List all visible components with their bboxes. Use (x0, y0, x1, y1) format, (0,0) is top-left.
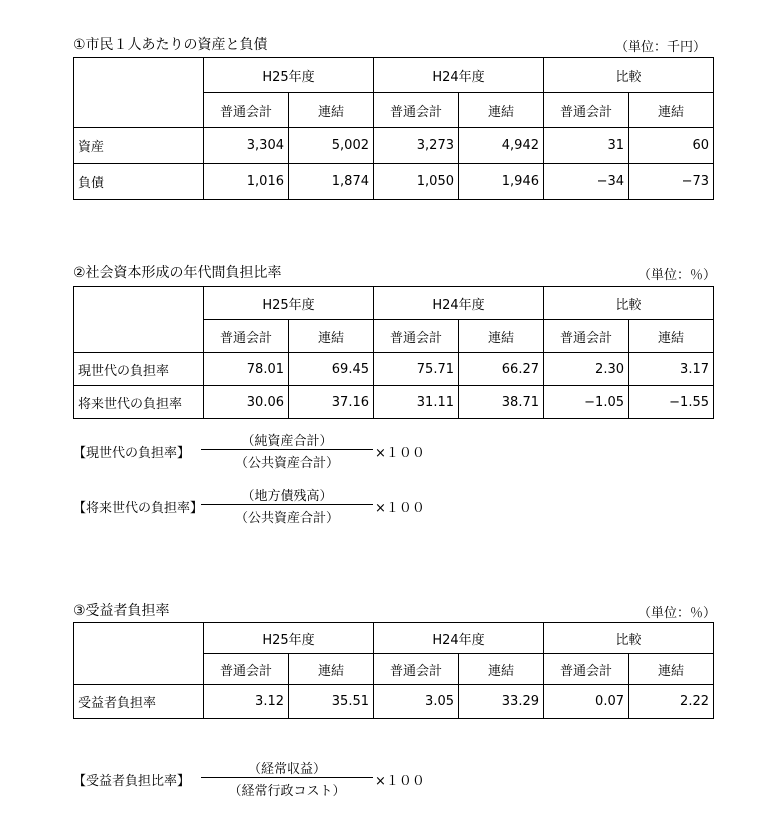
beneficiary-burden-formula (73, 758, 433, 798)
section-1-title: ①市民１人あたりの資産と負債 (73, 37, 268, 53)
table-row (74, 128, 714, 164)
table-cell: −73 (629, 164, 714, 200)
table-cell: −1.05 (544, 386, 629, 419)
table-row (74, 386, 714, 419)
row-label: 資産 (74, 128, 204, 164)
header-subcol: 連結 (459, 654, 544, 685)
header-subcol: 普通会計 (374, 320, 459, 353)
table-cell: 31.11 (374, 386, 459, 419)
section-3-title: ③受益者負担率 (73, 603, 170, 619)
future-generation-formula (73, 485, 433, 525)
header-subcol: 連結 (289, 93, 374, 128)
formula-label: 【将来世代の負担率】 (73, 501, 204, 516)
header-period: 比較 (544, 623, 714, 654)
header-period: 比較 (544, 58, 714, 93)
header-period: H25年度 (204, 287, 374, 320)
header-row-periods (74, 287, 714, 320)
table-cell: 78.01 (204, 353, 289, 386)
header-subcol: 普通会計 (544, 93, 629, 128)
table-cell: 30.06 (204, 386, 289, 419)
table-cell: 38.71 (459, 386, 544, 419)
header-subcol: 普通会計 (204, 654, 289, 685)
table-cell: 37.16 (289, 386, 374, 419)
table-cell: 2.30 (544, 353, 629, 386)
formula-label: 【受益者負担比率】 (73, 774, 191, 789)
header-period: 比較 (544, 287, 714, 320)
table-cell: 2.22 (629, 685, 714, 719)
formula-numerator: （地方債残高） (241, 489, 333, 504)
section-3-unit: （単位：％） (638, 606, 717, 621)
table-cell: 1,050 (374, 164, 459, 200)
table-cell: 35.51 (289, 685, 374, 719)
header-subcol: 連結 (629, 654, 714, 685)
table-cell: 3,304 (204, 128, 289, 164)
formula-multiplier: ×１００ (375, 501, 425, 516)
header-subcol: 普通会計 (204, 93, 289, 128)
formula-multiplier: ×１００ (375, 774, 425, 789)
table-row (74, 164, 714, 200)
table-cell: 3.12 (204, 685, 289, 719)
formula-denominator: （公共資産合計） (234, 511, 339, 526)
header-corner (74, 623, 204, 685)
table-cell: −34 (544, 164, 629, 200)
header-period: H24年度 (374, 58, 544, 93)
header-period: H24年度 (374, 623, 544, 654)
header-subcol: 普通会計 (544, 654, 629, 685)
header-corner (74, 287, 204, 353)
table-cell: 3.05 (374, 685, 459, 719)
table-cell: 0.07 (544, 685, 629, 719)
table-cell: 31 (544, 128, 629, 164)
table-cell: −1.55 (629, 386, 714, 419)
table-row (74, 353, 714, 386)
table-cell: 3,273 (374, 128, 459, 164)
formula-denominator: （経常行政コスト） (228, 784, 346, 799)
table-cell: 66.27 (459, 353, 544, 386)
table-row (74, 685, 714, 719)
header-subcol: 連結 (289, 320, 374, 353)
formula-numerator: （経常収益） (247, 762, 326, 777)
row-label: 負債 (74, 164, 204, 200)
header-period: H25年度 (204, 58, 374, 93)
header-corner (74, 58, 204, 128)
header-subcol: 連結 (459, 320, 544, 353)
section-1-unit: （単位：千円） (615, 40, 707, 55)
header-subcol: 普通会計 (374, 654, 459, 685)
formula-label: 【現世代の負担率】 (73, 446, 191, 461)
beneficiary-burden-table (73, 622, 714, 719)
header-subcol: 連結 (459, 93, 544, 128)
intergenerational-burden-table (73, 286, 714, 419)
table-cell: 4,942 (459, 128, 544, 164)
formula-numerator: （純資産合計） (241, 434, 333, 449)
header-row-periods (74, 623, 714, 654)
table-cell: 69.45 (289, 353, 374, 386)
header-subcol: 普通会計 (374, 93, 459, 128)
row-label: 受益者負担率 (74, 685, 204, 719)
table-cell: 60 (629, 128, 714, 164)
table-cell: 75.71 (374, 353, 459, 386)
table-cell: 3.17 (629, 353, 714, 386)
fraction-bar (201, 504, 373, 505)
table-cell: 1,946 (459, 164, 544, 200)
header-subcol: 普通会計 (544, 320, 629, 353)
formula-denominator: （公共資産合計） (234, 456, 339, 471)
table-cell: 33.29 (459, 685, 544, 719)
header-subcol: 普通会計 (204, 320, 289, 353)
fraction-bar (201, 777, 373, 778)
formula-multiplier: ×１００ (375, 446, 425, 461)
current-generation-formula (73, 430, 433, 470)
fraction-bar (201, 449, 373, 450)
table-cell: 5,002 (289, 128, 374, 164)
section-2-title: ②社会資本形成の年代間負担比率 (73, 265, 282, 281)
header-subcol: 連結 (629, 320, 714, 353)
row-label: 現世代の負担率 (74, 353, 204, 386)
assets-liabilities-table (73, 57, 714, 200)
table-cell: 1,016 (204, 164, 289, 200)
table-cell: 1,874 (289, 164, 374, 200)
section-2-unit: （単位：％） (638, 268, 717, 283)
header-period: H24年度 (374, 287, 544, 320)
header-subcol: 連結 (289, 654, 374, 685)
header-row-periods (74, 58, 714, 93)
header-period: H25年度 (204, 623, 374, 654)
header-subcol: 連結 (629, 93, 714, 128)
row-label: 将来世代の負担率 (74, 386, 204, 419)
